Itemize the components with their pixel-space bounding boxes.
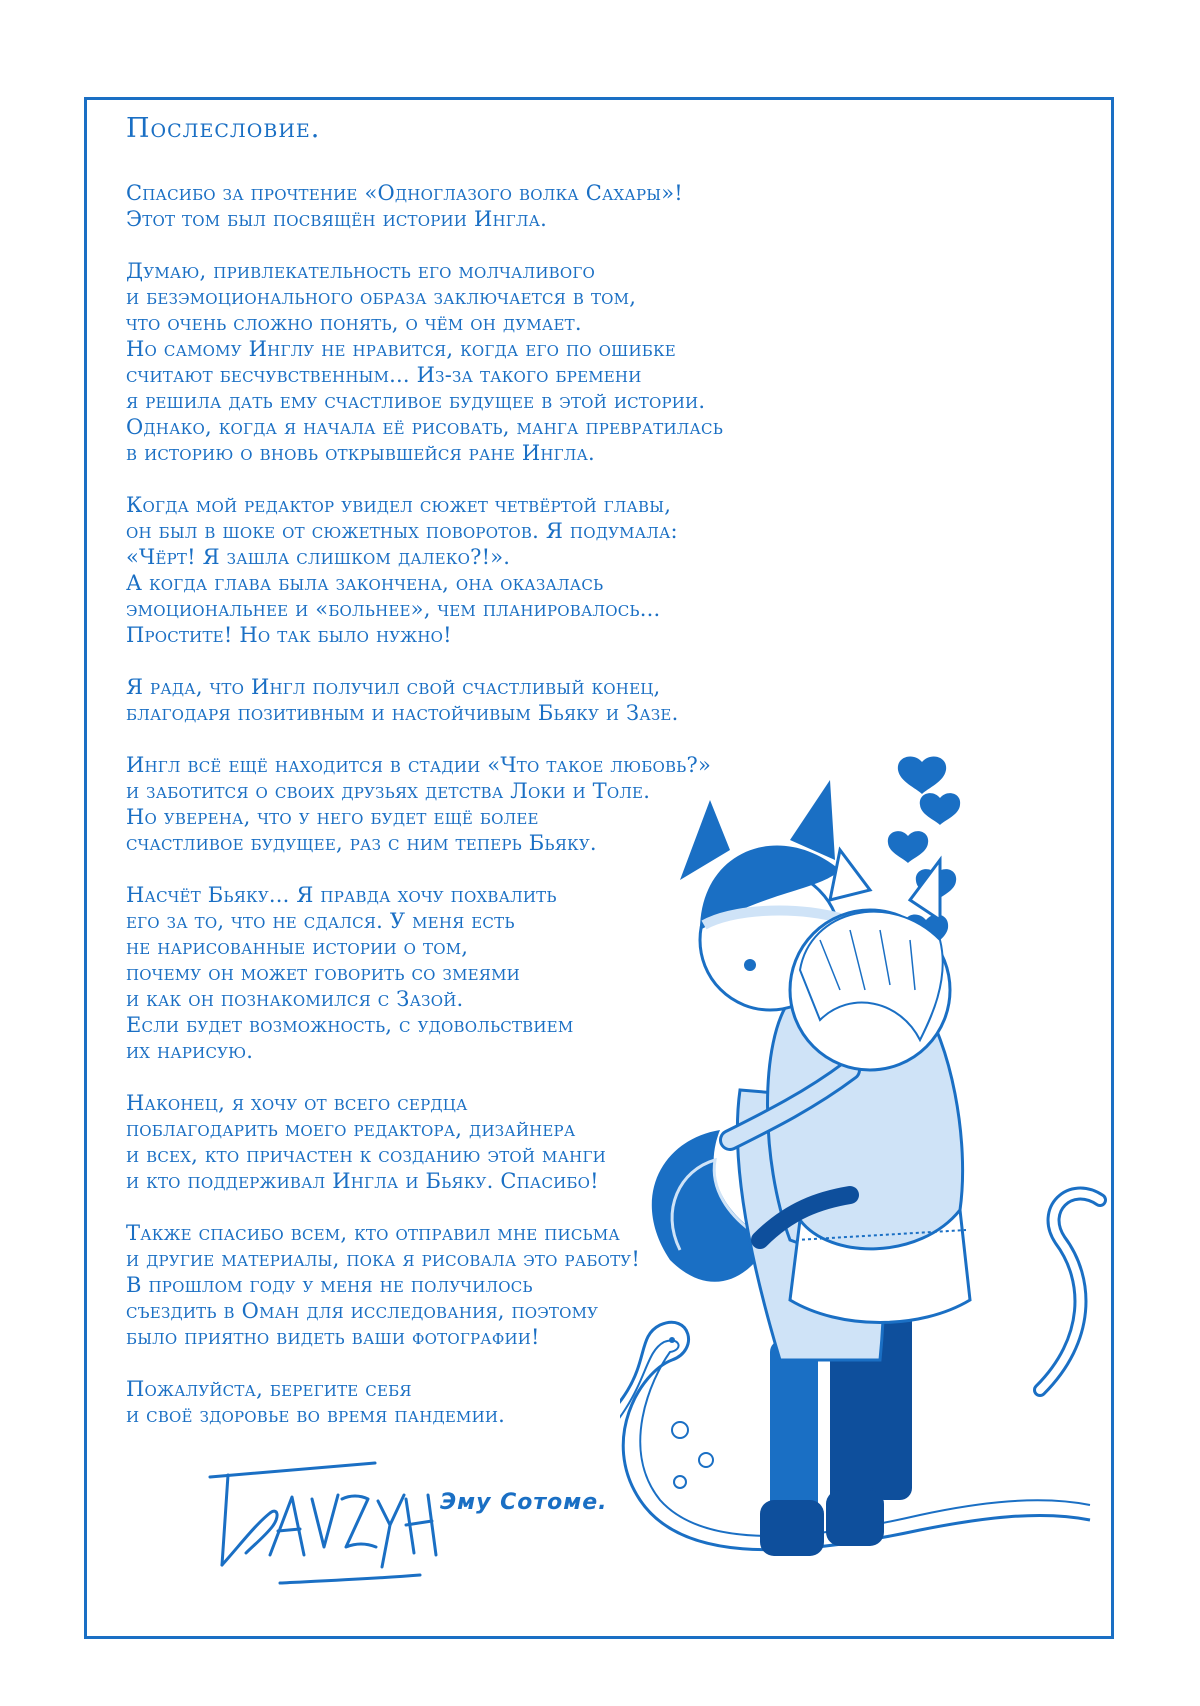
text-line: В прошлом году у меня не получилось xyxy=(126,1273,533,1297)
afterword-paragraph xyxy=(126,258,846,466)
text-line: эмоциональнее и «больнее», чем планировалось... xyxy=(126,597,661,621)
text-line: благодаря позитивным и настойчивым Бьяку и Зазе. xyxy=(126,701,679,725)
text-line: счастливое будущее, раз с ним теперь Бьяку. xyxy=(126,831,597,855)
text-line: А когда глава была закончена, она оказалась xyxy=(126,571,604,595)
author-name: Эму Сотоме. xyxy=(440,1490,608,1515)
text-line: и всех, кто причастен к созданию этой манги xyxy=(126,1143,606,1167)
text-line: было приятно видеть ваши фотографии! xyxy=(126,1325,540,1349)
text-line: «Чёрт! Я зашла слишком далеко?!». xyxy=(126,545,511,569)
character-illustration xyxy=(620,740,1180,1690)
text-line: Когда мой редактор увидел сюжет четвёртой главы, xyxy=(126,493,672,517)
text-line: Пожалуйста, берегите себя xyxy=(126,1377,412,1401)
text-line: Также спасибо всем, кто отправил мне письма xyxy=(126,1221,620,1245)
text-line: почему он может говорить со змеями xyxy=(126,961,520,985)
text-line: я решила дать ему счастливое будущее в этой истории. xyxy=(126,389,706,413)
text-line: что очень сложно понять, о чём он думает. xyxy=(126,311,582,335)
text-line: съездить в Оман для исследования, поэтому xyxy=(126,1299,599,1323)
text-line: Я рада, что Ингл получил свой счастливый конец, xyxy=(126,675,661,699)
text-line: и заботится о своих друзьях детства Локи и Толе. xyxy=(126,779,651,803)
text-line: Простите! Но так было нужно! xyxy=(126,623,452,647)
text-line: считают бесчувственным... Из-за такого бремени xyxy=(126,363,642,387)
text-line: Однако, когда я начала её рисовать, манга превратилась xyxy=(126,415,723,439)
text-line: и как он познакомился с Зазой. xyxy=(126,987,464,1011)
text-line: и безэмоционального образа заключается в том, xyxy=(126,285,637,309)
text-line: в историю о вновь открывшейся ране Ингла. xyxy=(126,441,595,465)
text-line: Если будет возможность, с удовольствием xyxy=(126,1013,574,1037)
text-line: их нарисую. xyxy=(126,1039,254,1063)
signature-icon xyxy=(200,1455,440,1595)
text-line: Ингл всё ещё находится в стадии «Что такое любовь?» xyxy=(126,753,712,777)
afterword-title: Послесловие. xyxy=(126,113,321,144)
text-line: его за то, что не сдался. У меня есть xyxy=(126,909,515,933)
text-line: он был в шоке от сюжетных поворотов. Я подумала: xyxy=(126,519,678,543)
text-line: не нарисованные истории о том, xyxy=(126,935,469,959)
text-line: и другие материалы, пока я рисовала это работу! xyxy=(126,1247,640,1271)
text-line: Спасибо за прочтение «Одноглазого волка Сахары»! xyxy=(126,181,683,205)
text-line: Но уверена, что у него будет ещё более xyxy=(126,805,539,829)
text-line: Этот том был посвящён истории Ингла. xyxy=(126,207,548,231)
afterword-paragraph xyxy=(126,674,846,726)
text-line: Но самому Инглу не нравится, когда его по ошибке xyxy=(126,337,676,361)
text-line: и своё здоровье во время пандемии. xyxy=(126,1403,506,1427)
text-line: и кто поддерживал Ингла и Бьяку. Спасибо! xyxy=(126,1169,599,1193)
text-line: Наконец, я хочу от всего сердца xyxy=(126,1091,468,1115)
afterword-paragraph xyxy=(126,492,846,648)
text-line: Насчёт Бьяку... Я правда хочу похвалить xyxy=(126,883,557,907)
text-line: поблагодарить моего редактора, дизайнера xyxy=(126,1117,576,1141)
afterword-paragraph xyxy=(126,180,846,232)
text-line: Думаю, привлекательность его молчаливого xyxy=(126,259,595,283)
